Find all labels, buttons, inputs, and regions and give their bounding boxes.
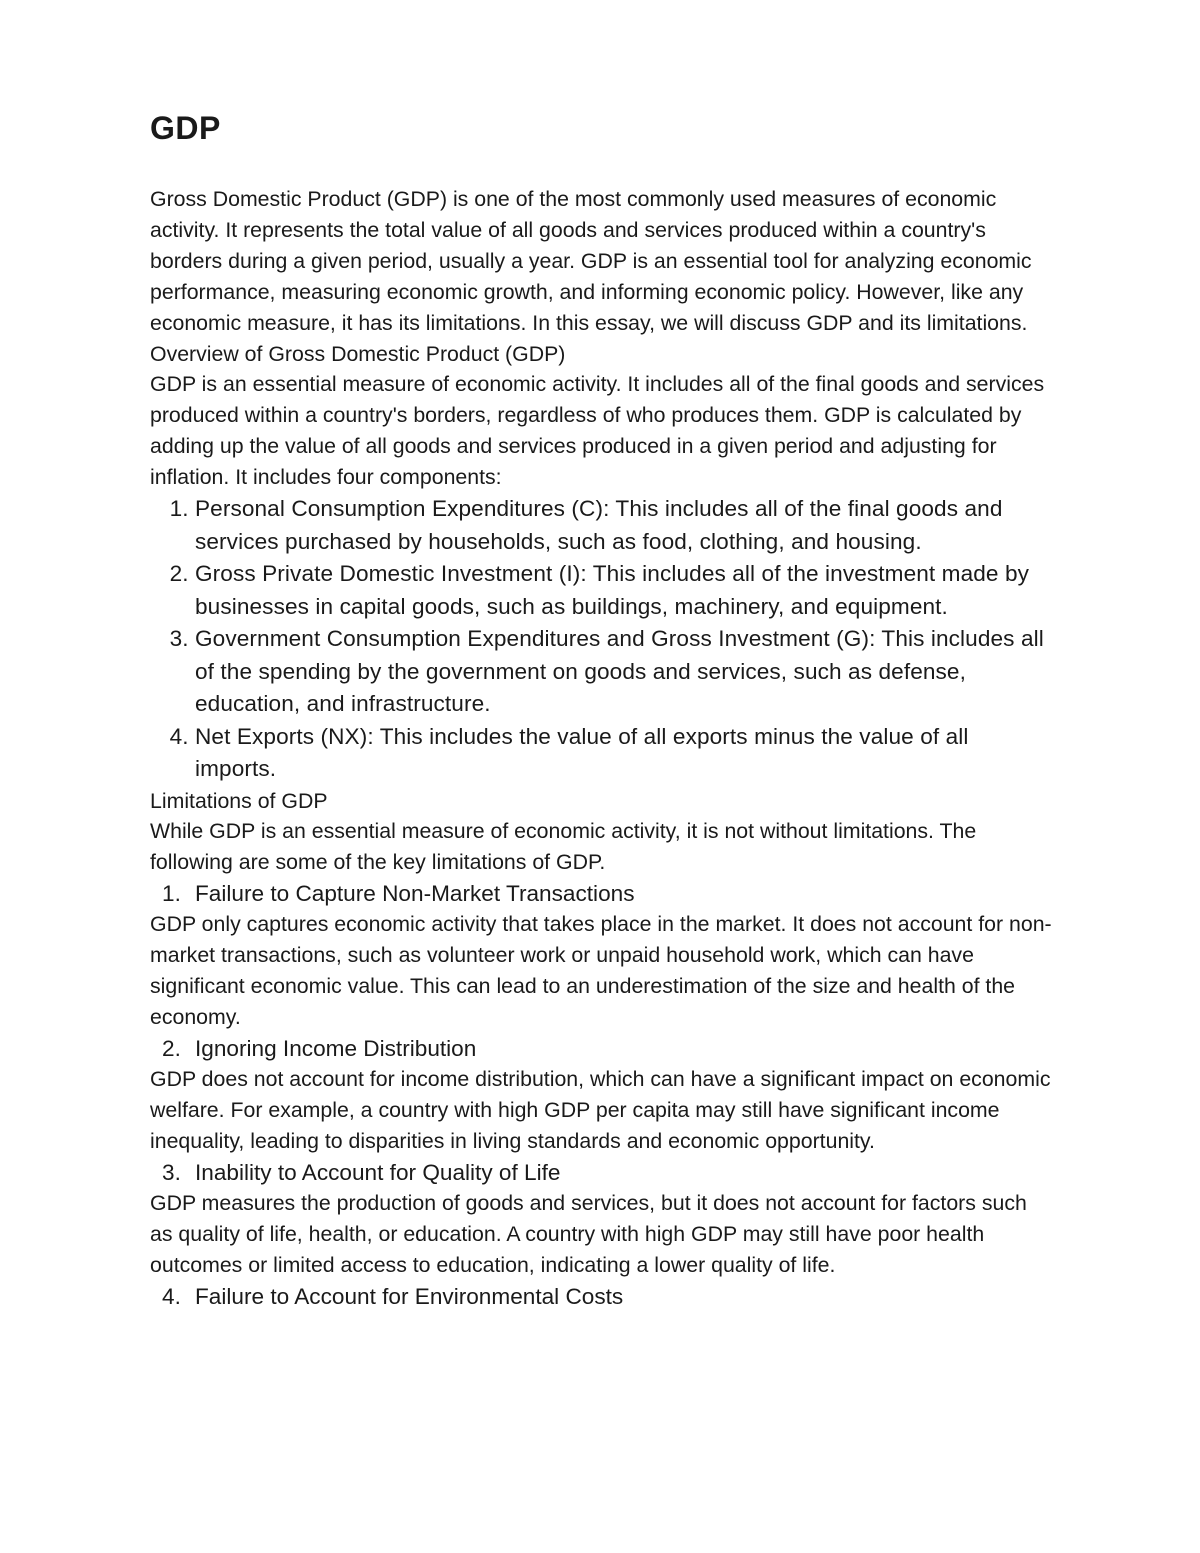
limitation-heading-2 [150,1033,1055,1064]
limitation-body-2: GDP does not account for income distribution, which can have a significant impact on economic welfare. For example, a country with high GDP per capita may still have significant income inequality, leading to disparities in living standards and economic opportunity. [150,1066,1051,1153]
overview-paragraph: GDP is an essential measure of economic activity. It includes all of the final goods and services produced within a country's borders, regardless of who produces them. GDP is calculated by adding up the value of all goods and services produced in a given period and adjusting for inflation. It includes four components: [150,372,1045,489]
limitation-body-3: GDP measures the production of goods and services, but it does not account for factors such as quality of life, health, or education. A country with high GDP may still have poor health outcomes or limited access to education, indicating a lower quality of life. [150,1190,1027,1277]
limitation-heading-1 [150,878,1055,909]
limitation-number: 3. [162,1159,181,1185]
limitation-number: 2. [162,1035,181,1061]
limitation-title: Failure to Capture Non-Market Transactions [195,880,635,906]
intro-paragraph: Gross Domestic Product (GDP) is one of the most commonly used measures of economic activity. It represents the total value of all goods and services produced within a country's borders during a given period, usually a year. GDP is an essential tool for analyzing economic performance, measuring economic growth, and informing economic policy. However, like any economic measure, it has its limitations. In this essay, we will discuss GDP and its limitations. [150,187,1032,335]
component-item-nx: 4. Net Exports (NX): This includes the value of all exports minus the value of all imports. [195,721,1055,786]
limitation-number: 1. [162,880,181,906]
limitation-title: Failure to Account for Environmental Costs [195,1283,624,1309]
limitation-title: Ignoring Income Distribution [195,1035,477,1061]
limitation-heading-3 [150,1157,1055,1188]
component-item-g: 3. Government Consumption Expenditures and Gross Investment (G): This includes all of the spending by the government on goods and services, such as defense, education, and infrastructure. [195,623,1055,721]
limitation-number: 4. [162,1283,181,1309]
component-item-c: 1. Personal Consumption Expenditures (C): This includes all of the final goods and services purchased by households, such as food, clothing, and housing. [195,493,1055,558]
component-item-i: 2. Gross Private Domestic Investment (I): This includes all of the investment made by businesses in capital goods, such as buildings, machinery, and equipment. [195,558,1055,623]
overview-heading: Overview of Gross Domestic Product (GDP) [150,342,566,366]
limitations-heading: Limitations of GDP [150,788,328,813]
limitation-heading-4 [150,1281,1055,1312]
components-list [150,493,1055,786]
document-page [150,106,1055,1312]
limitations-paragraph: While GDP is an essential measure of economic activity, it is not without limitations. The following are some of the key limitations of GDP. [150,818,977,874]
limitation-body-1: GDP only captures economic activity that takes place in the market. It does not account for non-market transactions, such as volunteer work or unpaid household work, which can have significant economic value. This can lead to an underestimation of the size and health of the economy. [150,911,1052,1029]
limitation-title: Inability to Account for Quality of Life [195,1159,561,1185]
document-title: GDP [150,110,221,146]
